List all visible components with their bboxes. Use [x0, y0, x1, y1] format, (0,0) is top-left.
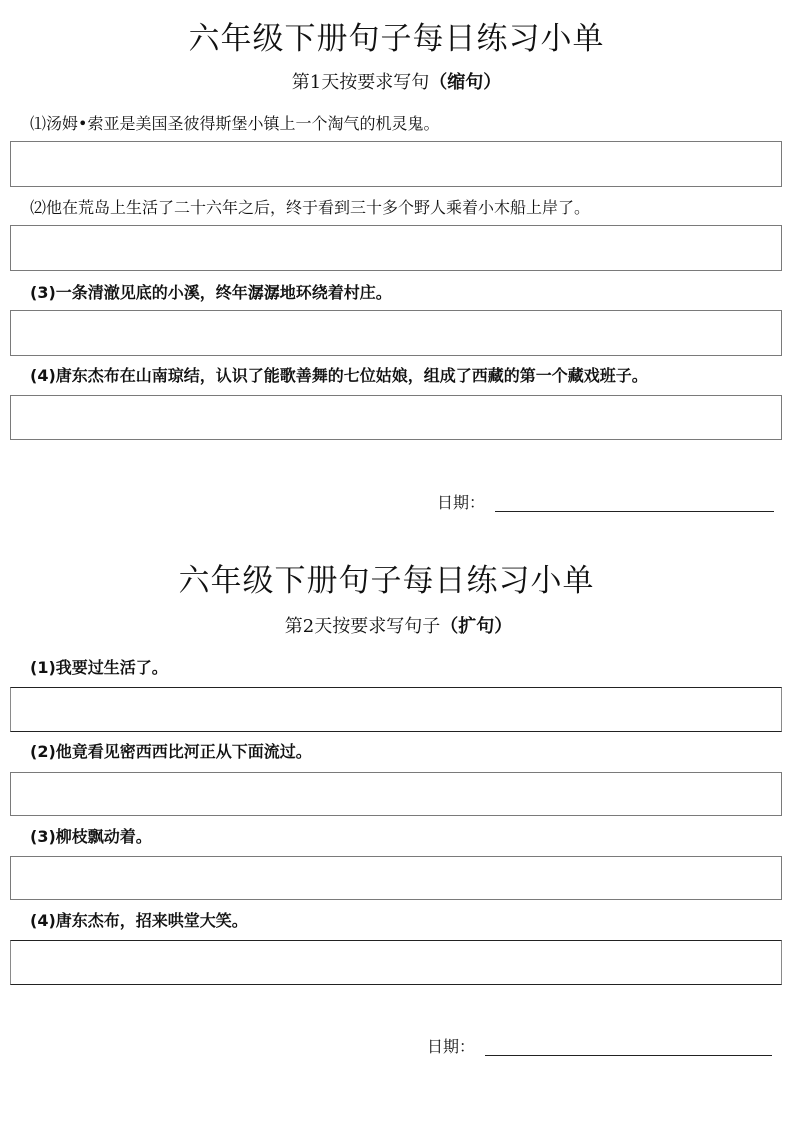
worksheet-1-date-line[interactable]	[495, 511, 774, 512]
worksheet-1-title: 六年级下册句子每日练习小单	[188, 21, 605, 57]
worksheet-1-question-1: ⑴汤姆•索亚是美国圣彼得斯堡小镇上一个淘气的机灵鬼。	[30, 114, 440, 133]
worksheet-1-subtitle	[0, 74, 793, 92]
worksheet-1-question-3: (3)一条清澈见底的小溪，终年潺潺地环绕着村庄。	[30, 283, 392, 302]
worksheet-2-subtitle-tag: （扩句）	[440, 616, 513, 637]
worksheet-1-answer-box-3[interactable]	[10, 310, 782, 356]
worksheet-1-answer-box-1[interactable]	[10, 141, 782, 187]
worksheet-2-answer-box-3[interactable]	[10, 856, 782, 900]
worksheet-2-date-line[interactable]	[485, 1055, 772, 1056]
worksheet-2-subtitle	[2, 618, 793, 636]
worksheet-1-subtitle-text: 第1天按要求写句	[291, 72, 430, 93]
worksheet-2-question-3: (3)柳枝飘动着。	[30, 827, 152, 846]
worksheet-2-question-2: (2)他竟看见密西西比河正从下面流过。	[30, 742, 312, 761]
worksheet-2-question-1: (1)我要过生活了。	[30, 658, 168, 677]
worksheet-1-answer-box-4[interactable]	[10, 395, 782, 440]
worksheet-2-subtitle-text: 第2天按要求写句子	[284, 616, 441, 637]
worksheet-2-title: 六年级下册句子每日练习小单	[178, 563, 595, 599]
worksheet-2-answer-box-2[interactable]	[10, 772, 782, 816]
worksheet-1-question-2: ⑵他在荒岛上生活了二十六年之后，终于看到三十多个野人乘着小木船上岸了。	[30, 198, 591, 217]
worksheet-1-question-4: (4)唐东杰布在山南琼结，认识了能歌善舞的七位姑娘，组成了西藏的第一个藏戏班子。	[30, 366, 648, 385]
worksheet-2-date-label: 日期：	[427, 1037, 476, 1056]
worksheet-2-question-4: (4)唐东杰布，招来哄堂大笑。	[30, 911, 248, 930]
worksheet-1-date-label: 日期：	[437, 493, 486, 512]
worksheet-2-answer-box-1[interactable]	[10, 687, 782, 732]
worksheet-2-answer-box-4[interactable]	[10, 940, 782, 985]
worksheet-1-subtitle-tag: （缩句）	[429, 72, 502, 93]
worksheet-1-answer-box-2[interactable]	[10, 225, 782, 271]
